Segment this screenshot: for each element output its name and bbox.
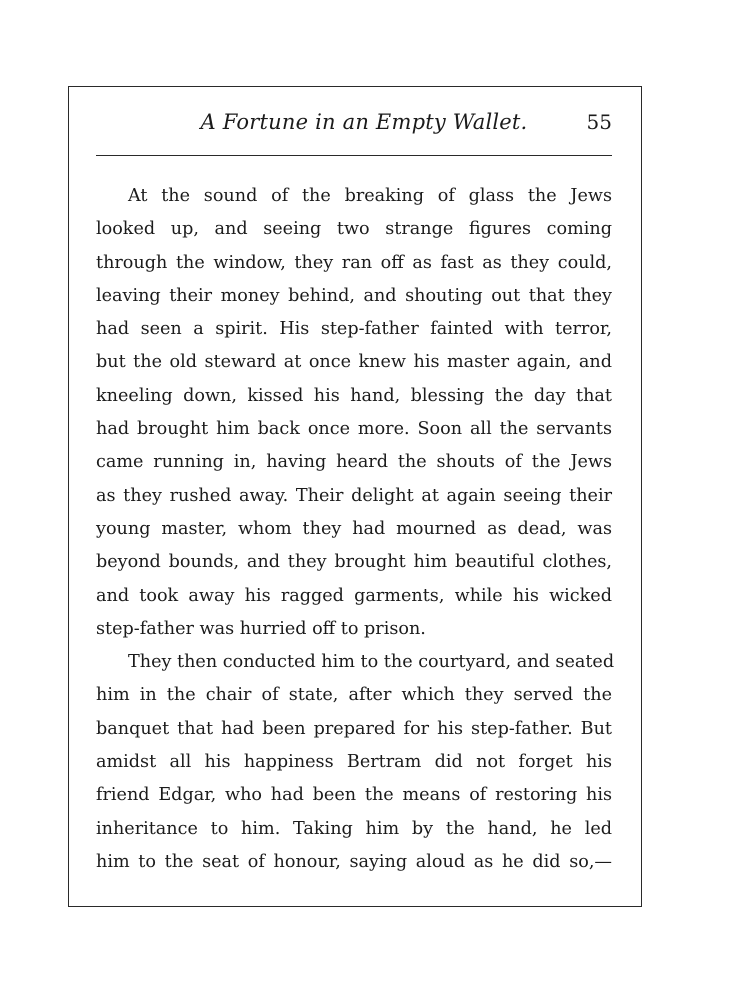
header-rule: [96, 155, 612, 156]
text-line: leaving their money behind, and shouting out that they: [96, 285, 612, 306]
text-line: had brought him back once more. Soon all the servants: [96, 419, 612, 440]
text-line: friend Edgar, who had been the means of restoring his: [96, 785, 612, 806]
body-text: [96, 180, 615, 879]
text-line: young master, whom they had mourned as dead, was: [96, 518, 612, 539]
frame-left-border: [68, 86, 69, 906]
text-line: They then conducted him to the courtyard, and seated: [128, 652, 615, 673]
text-line: had seen a spirit. His step-father fainted with terror,: [96, 319, 612, 340]
text-line: At the sound of the breaking of glass the Jews: [128, 186, 612, 206]
frame-top-border: [68, 86, 642, 87]
text-line: came running in, having heard the shouts of the Jews: [96, 452, 612, 473]
text-line: beyond bounds, and they brought him beautiful clothes,: [96, 552, 612, 573]
text-line: kneeling down, kissed his hand, blessing the day that: [96, 385, 612, 406]
paragraph-2: [96, 646, 615, 879]
text-line: but the old steward at once knew his master again, and: [96, 352, 612, 373]
page-number: 55: [586, 110, 612, 134]
text-line: as they rushed away. Their delight at again seeing their: [96, 485, 612, 506]
text-line: banquet that had been prepared for his step-father. But: [96, 718, 612, 739]
running-head: [96, 110, 612, 142]
running-title: A Fortune in an Empty Wallet.: [200, 110, 528, 134]
text-line: through the window, they ran off as fast as they could,: [96, 252, 612, 273]
text-line: looked up, and seeing two strange figures coming: [96, 219, 612, 240]
text-line: him to the seat of honour, saying aloud as he did so,—: [96, 851, 612, 872]
text-line: step-father was hurried off to prison.: [96, 618, 426, 639]
text-line: amidst all his happiness Bertram did not forget his: [96, 752, 612, 773]
frame-right-border: [641, 86, 642, 906]
text-line: and took away his ragged garments, while his wicked: [96, 585, 612, 606]
text-line: him in the chair of state, after which they served the: [96, 685, 612, 706]
paragraph-1: [96, 180, 612, 646]
text-line: inheritance to him. Taking him by the hand, he led: [96, 818, 612, 839]
frame-bottom-border: [68, 906, 642, 907]
